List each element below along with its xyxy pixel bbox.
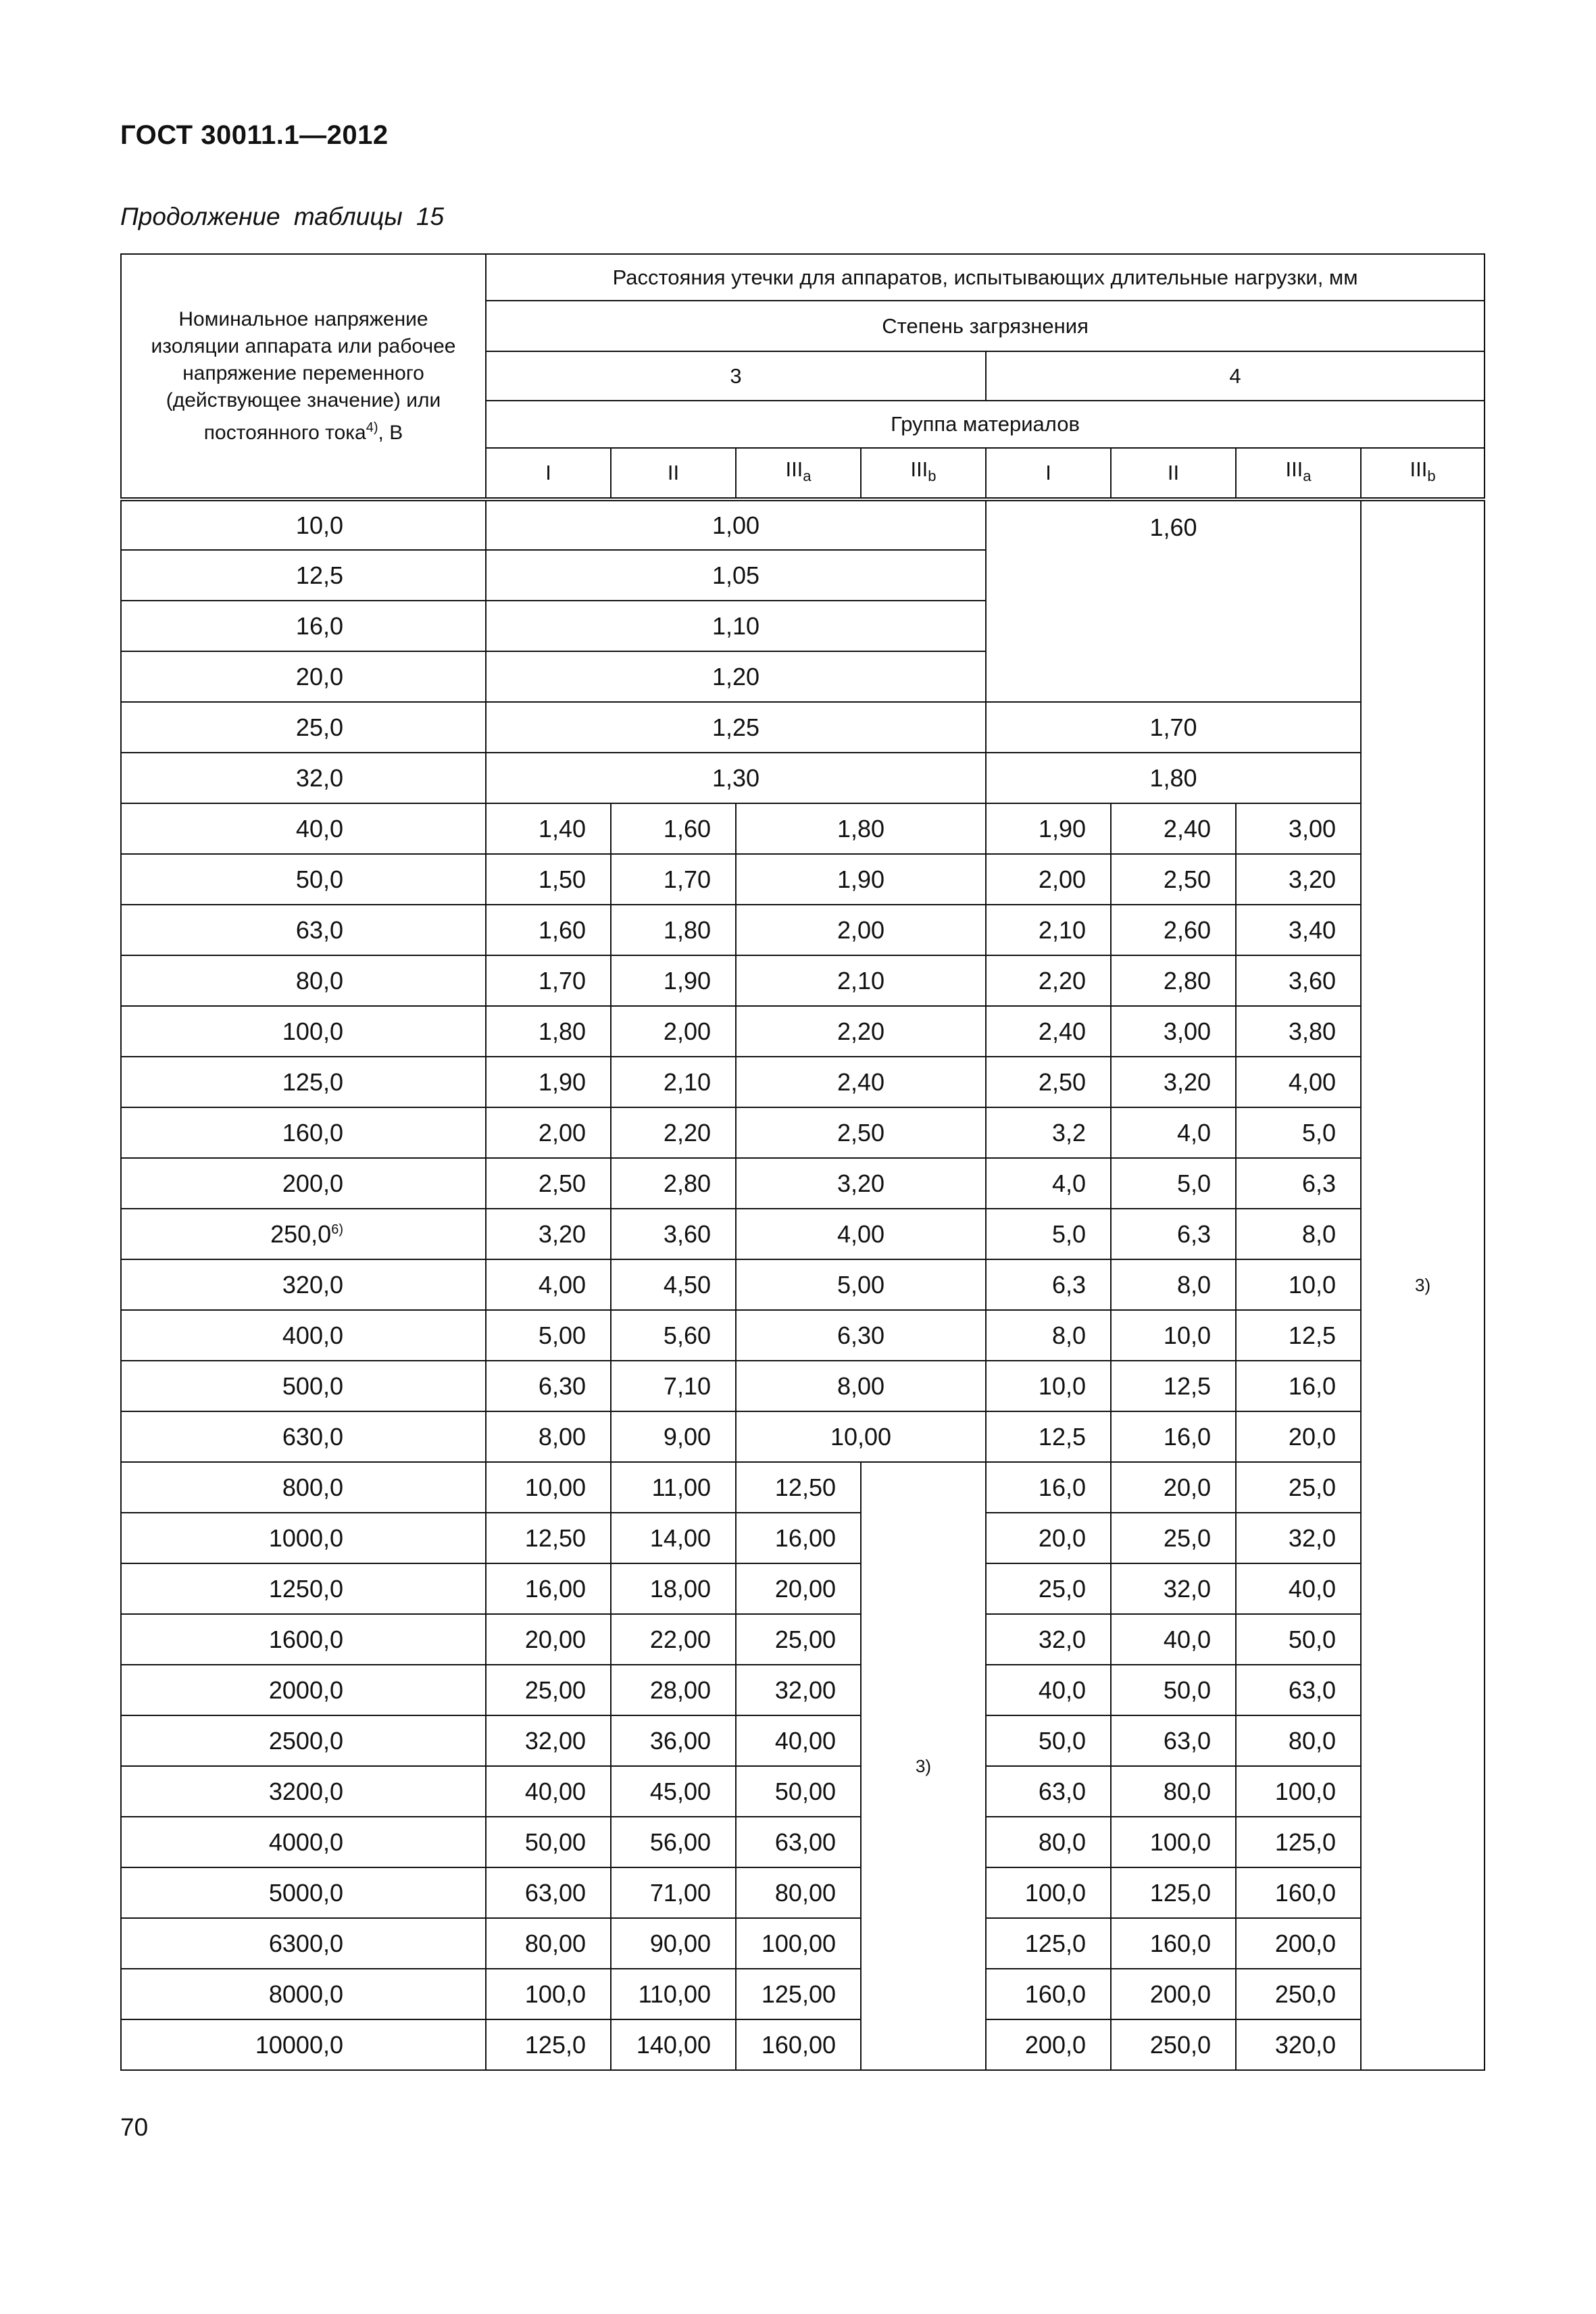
material-group-label: III [1285,457,1303,481]
value-cell: 40,00 [486,1766,611,1817]
value-cell: 8,00 [486,1411,611,1462]
value-cell: 3,60 [611,1209,736,1259]
value-cell: 3,00 [1236,803,1361,854]
table-row [121,1361,1485,1411]
merged-value-cell: 1,80 [986,753,1361,803]
merged-value-cell: 2,40 [736,1057,986,1107]
voltage-cell [121,1259,486,1310]
value-cell: 3,20 [486,1209,611,1259]
table-row [121,2019,1485,2070]
voltage-value: 1250,0 [268,1574,343,1603]
material-group-label: I [545,461,551,484]
value-cell: 40,00 [736,1715,861,1766]
material-group-cell [861,448,986,499]
value-cell: 200,0 [1111,1969,1236,2019]
value-cell: 1,90 [486,1057,611,1107]
value-cell: 4,00 [1236,1057,1361,1107]
merged-value-cell: 1,80 [736,803,986,854]
voltage-value: 80,0 [295,966,343,995]
table-row [121,955,1485,1006]
value-cell: 50,0 [1111,1665,1236,1715]
voltage-cell [121,1817,486,1867]
value-cell: 63,0 [1111,1715,1236,1766]
value-cell: 100,0 [1236,1766,1361,1817]
value-cell: 1,60 [611,803,736,854]
value-cell: 2,50 [1111,854,1236,905]
value-cell: 10,00 [486,1462,611,1513]
value-cell: 2,00 [986,854,1111,905]
merged-value-cell: 1,30 [486,753,986,803]
value-cell: 32,0 [1111,1563,1236,1614]
table-row [121,1411,1485,1462]
voltage-value: 32,0 [295,763,343,792]
value-cell: 1,70 [611,854,736,905]
table-row [121,1006,1485,1057]
value-cell: 2,00 [486,1107,611,1158]
value-cell: 20,00 [736,1563,861,1614]
voltage-cell [121,1057,486,1107]
table-row [121,753,1485,803]
value-cell: 80,0 [1111,1766,1236,1817]
value-cell: 12,5 [1236,1310,1361,1361]
voltage-value: 1000,0 [268,1524,343,1552]
merged-value-cell: 1,90 [736,854,986,905]
value-cell: 5,0 [1236,1107,1361,1158]
value-cell: 10,0 [986,1361,1111,1411]
value-cell: 16,0 [986,1462,1111,1513]
value-cell: 80,00 [486,1918,611,1969]
table-row [121,905,1485,955]
value-cell: 2,80 [611,1158,736,1209]
value-cell: 320,0 [1236,2019,1361,2070]
value-cell: 50,00 [736,1766,861,1817]
value-cell: 14,00 [611,1513,736,1563]
value-cell: 25,00 [486,1665,611,1715]
value-cell: 3,00 [1111,1006,1236,1057]
material-group-cell [1111,448,1236,499]
material-group-cell [1361,448,1485,499]
value-cell: 110,00 [611,1969,736,2019]
merged-value-cell: 8,00 [736,1361,986,1411]
voltage-cell [121,1411,486,1462]
value-cell: 4,00 [486,1259,611,1310]
footnote-ref-3-col-IIIb-4: 3) [1361,499,1485,2070]
value-cell: 140,00 [611,2019,736,2070]
value-cell: 160,0 [986,1969,1111,2019]
merged-value-cell: 4,00 [736,1209,986,1259]
creepage-distance-table [120,253,1485,2071]
table-row [121,1513,1485,1563]
voltage-cell [121,1563,486,1614]
table-row [121,1614,1485,1665]
footnote-ref-3-col-IIIb-3: 3) [861,1462,986,2070]
table-row [121,1563,1485,1614]
voltage-value: 16,0 [295,611,343,640]
material-group-header: Группа материалов [486,401,1485,448]
value-cell: 3,20 [1236,854,1361,905]
value-cell: 25,0 [986,1563,1111,1614]
value-cell: 4,0 [986,1158,1111,1209]
value-cell: 16,0 [1111,1411,1236,1462]
table-row [121,1057,1485,1107]
voltage-value: 100,0 [282,1017,343,1045]
value-cell: 100,00 [736,1918,861,1969]
value-cell: 32,00 [486,1715,611,1766]
value-cell: 250,0 [1236,1969,1361,2019]
voltage-cell [121,1665,486,1715]
pollution-degree-header: Степень загрязнения [486,301,1485,351]
material-group-label: I [1045,461,1051,484]
value-cell: 40,0 [986,1665,1111,1715]
voltage-cell [121,1614,486,1665]
material-group-label: II [1167,461,1180,484]
footnote-ref-4: 4) [366,420,378,435]
value-cell: 2,00 [611,1006,736,1057]
voltage-cell [121,1158,486,1209]
value-cell: 45,00 [611,1766,736,1817]
value-cell: 5,0 [1111,1158,1236,1209]
value-cell: 1,80 [611,905,736,955]
merged-value-cell: 1,70 [986,702,1361,753]
material-group-label: III [1410,457,1428,481]
material-group-label: III [910,457,928,481]
value-cell: 32,0 [986,1614,1111,1665]
value-cell: 6,3 [1111,1209,1236,1259]
voltage-value: 20,0 [295,662,343,690]
value-cell: 250,0 [1111,2019,1236,2070]
voltage-cell [121,499,486,550]
voltage-value: 320,0 [282,1270,343,1299]
voltage-cell [121,905,486,955]
value-cell: 22,00 [611,1614,736,1665]
value-cell: 4,50 [611,1259,736,1310]
value-cell: 12,50 [736,1462,861,1513]
value-cell: 32,0 [1236,1513,1361,1563]
creepage-header: Расстояния утечки для аппаратов, испытывающих длительные нагрузки, мм [486,254,1485,301]
voltage-value: 40,0 [295,814,343,842]
voltage-value: 1600,0 [268,1625,343,1653]
value-cell: 90,00 [611,1918,736,1969]
value-cell: 71,00 [611,1867,736,1918]
value-cell: 16,00 [486,1563,611,1614]
table-row [121,803,1485,854]
value-cell: 36,00 [611,1715,736,1766]
voltage-cell [121,753,486,803]
table-row [121,1817,1485,1867]
value-cell: 3,40 [1236,905,1361,955]
value-cell: 25,0 [1236,1462,1361,1513]
voltage-value: 6300,0 [268,1929,343,1957]
pollution-degree-3: 3 [486,351,986,401]
voltage-cell [121,1867,486,1918]
value-cell: 28,00 [611,1665,736,1715]
table-row [121,1918,1485,1969]
value-cell: 18,00 [611,1563,736,1614]
value-cell: 11,00 [611,1462,736,1513]
table-row [121,1665,1485,1715]
value-cell: 160,0 [1236,1867,1361,1918]
value-cell: 2,10 [611,1057,736,1107]
merged-value-cell: 10,00 [736,1411,986,1462]
value-cell: 40,0 [1236,1563,1361,1614]
value-cell: 8,0 [1236,1209,1361,1259]
value-cell: 10,0 [1236,1259,1361,1310]
value-cell: 63,00 [736,1817,861,1867]
voltage-cell [121,1969,486,2019]
value-cell: 25,00 [736,1614,861,1665]
value-cell: 40,0 [1111,1614,1236,1665]
voltage-cell [121,1107,486,1158]
voltage-value: 4000,0 [268,1828,343,1856]
value-cell: 3,2 [986,1107,1111,1158]
material-group-subscript: b [928,468,937,485]
table-row [121,1462,1485,1513]
table-row [121,1107,1485,1158]
material-group-label: III [785,457,803,481]
table-row [121,499,1485,550]
voltage-value: 500,0 [282,1372,343,1400]
value-cell: 2,40 [986,1006,1111,1057]
merged-value-cell: 2,20 [736,1006,986,1057]
value-cell: 5,60 [611,1310,736,1361]
footnote-ref-6: 6) [331,1222,343,1237]
value-cell: 3,20 [1111,1057,1236,1107]
merged-value-cell: 2,10 [736,955,986,1006]
value-cell: 6,3 [986,1259,1111,1310]
value-cell: 8,0 [986,1310,1111,1361]
table-caption: Продолжение таблицы 15 [120,203,445,230]
merged-value-cell: 5,00 [736,1259,986,1310]
value-cell: 2,20 [986,955,1111,1006]
value-cell: 100,0 [986,1867,1111,1918]
value-cell: 1,40 [486,803,611,854]
value-cell: 125,0 [986,1918,1111,1969]
material-group-cell [486,448,611,499]
voltage-value: 160,0 [282,1118,343,1147]
value-cell: 200,0 [986,2019,1111,2070]
material-group-subscript: b [1427,468,1436,485]
voltage-header-text: Номинальное напряжение изоляции аппарата или рабочее напряжение переменного (действующее значение) или постоянного тока [151,307,456,444]
value-cell: 10,0 [1111,1310,1236,1361]
value-cell: 32,00 [736,1665,861,1715]
material-group-cell [736,448,861,499]
merged-value-cell: 6,30 [736,1310,986,1361]
merged-value-cell: 1,60 [986,499,1361,702]
value-cell: 2,40 [1111,803,1236,854]
voltage-value: 800,0 [282,1473,343,1501]
voltage-value: 200,0 [282,1169,343,1197]
value-cell: 125,0 [1111,1867,1236,1918]
voltage-cell [121,651,486,702]
value-cell: 12,5 [1111,1361,1236,1411]
table-row [121,1259,1485,1310]
value-cell: 1,90 [986,803,1111,854]
table-row [121,1715,1485,1766]
value-cell: 5,00 [486,1310,611,1361]
value-cell: 2,10 [986,905,1111,955]
voltage-cell [121,1766,486,1817]
value-cell: 160,00 [736,2019,861,2070]
value-cell: 1,60 [486,905,611,955]
voltage-cell [121,1918,486,1969]
value-cell: 6,30 [486,1361,611,1411]
value-cell: 20,0 [1111,1462,1236,1513]
voltage-value: 2500,0 [268,1726,343,1755]
voltage-cell [121,803,486,854]
voltage-value: 10,0 [295,511,343,539]
voltage-value: 63,0 [295,915,343,944]
value-cell: 1,70 [486,955,611,1006]
value-cell: 2,80 [1111,955,1236,1006]
value-cell: 2,50 [486,1158,611,1209]
voltage-cell [121,702,486,753]
voltage-value: 12,5 [295,561,343,589]
value-cell: 25,0 [1111,1513,1236,1563]
table-row [121,1310,1485,1361]
voltage-value: 25,0 [295,713,343,741]
value-cell: 50,0 [1236,1614,1361,1665]
value-cell: 63,0 [1236,1665,1361,1715]
page-number: 70 [120,2113,149,2141]
voltage-header-unit: , В [378,421,403,444]
value-cell: 100,0 [486,1969,611,2019]
value-cell: 12,5 [986,1411,1111,1462]
voltage-column-header [121,254,486,499]
voltage-cell [121,854,486,905]
voltage-value: 5000,0 [268,1878,343,1907]
value-cell: 12,50 [486,1513,611,1563]
value-cell: 50,0 [986,1715,1111,1766]
value-cell: 50,00 [486,1817,611,1867]
value-cell: 125,00 [736,1969,861,2019]
value-cell: 16,00 [736,1513,861,1563]
material-group-label: II [667,461,680,484]
voltage-value: 400,0 [282,1321,343,1349]
value-cell: 6,3 [1236,1158,1361,1209]
value-cell: 1,50 [486,854,611,905]
value-cell: 2,60 [1111,905,1236,955]
voltage-cell [121,601,486,651]
value-cell: 20,0 [986,1513,1111,1563]
voltage-cell [121,1715,486,1766]
merged-value-cell: 3,20 [736,1158,986,1209]
merged-value-cell: 1,25 [486,702,986,753]
voltage-cell [121,1209,486,1259]
table-row [121,1766,1485,1817]
value-cell: 3,60 [1236,955,1361,1006]
table-row [121,854,1485,905]
voltage-value: 50,0 [295,865,343,893]
table-row [121,1969,1485,2019]
merged-value-cell: 1,10 [486,601,986,651]
voltage-cell [121,955,486,1006]
value-cell: 3,80 [1236,1006,1361,1057]
value-cell: 125,0 [486,2019,611,2070]
value-cell: 125,0 [1236,1817,1361,1867]
voltage-cell [121,1006,486,1057]
material-group-cell [611,448,736,499]
value-cell: 7,10 [611,1361,736,1411]
value-cell: 80,0 [1236,1715,1361,1766]
value-cell: 2,20 [611,1107,736,1158]
table-row [121,1209,1485,1259]
table-row [121,702,1485,753]
value-cell: 20,00 [486,1614,611,1665]
value-cell: 9,00 [611,1411,736,1462]
value-cell: 100,0 [1111,1817,1236,1867]
value-cell: 63,0 [986,1766,1111,1817]
value-cell: 16,0 [1236,1361,1361,1411]
voltage-value: 125,0 [282,1067,343,1096]
merged-value-cell: 2,50 [736,1107,986,1158]
merged-value-cell: 1,20 [486,651,986,702]
voltage-cell [121,1310,486,1361]
voltage-value: 2000,0 [268,1676,343,1704]
voltage-cell [121,1513,486,1563]
material-group-subscript: a [1303,468,1312,485]
value-cell: 63,00 [486,1867,611,1918]
value-cell: 20,0 [1236,1411,1361,1462]
merged-value-cell: 1,00 [486,499,986,550]
value-cell: 5,0 [986,1209,1111,1259]
table-row [121,1158,1485,1209]
voltage-cell [121,550,486,601]
voltage-value: 10000,0 [255,2030,343,2059]
merged-value-cell: 1,05 [486,550,986,601]
voltage-value: 3200,0 [268,1777,343,1805]
voltage-cell [121,1462,486,1513]
value-cell: 80,0 [986,1817,1111,1867]
table-row [121,1867,1485,1918]
value-cell: 200,0 [1236,1918,1361,1969]
value-cell: 1,80 [486,1006,611,1057]
value-cell: 80,00 [736,1867,861,1918]
material-group-cell [986,448,1111,499]
voltage-cell [121,2019,486,2070]
value-cell: 8,0 [1111,1259,1236,1310]
value-cell: 4,0 [1111,1107,1236,1158]
value-cell: 1,90 [611,955,736,1006]
document-header: ГОСТ 30011.1—2012 [120,120,389,150]
voltage-cell [121,1361,486,1411]
voltage-value: 630,0 [282,1422,343,1451]
material-group-subscript: a [803,468,812,485]
value-cell: 56,00 [611,1817,736,1867]
value-cell: 2,50 [986,1057,1111,1107]
pollution-degree-4: 4 [986,351,1485,401]
material-group-cell [1236,448,1361,499]
merged-value-cell: 2,00 [736,905,986,955]
voltage-value: 8000,0 [268,1980,343,2008]
voltage-value: 250,0 [270,1219,332,1248]
value-cell: 160,0 [1111,1918,1236,1969]
